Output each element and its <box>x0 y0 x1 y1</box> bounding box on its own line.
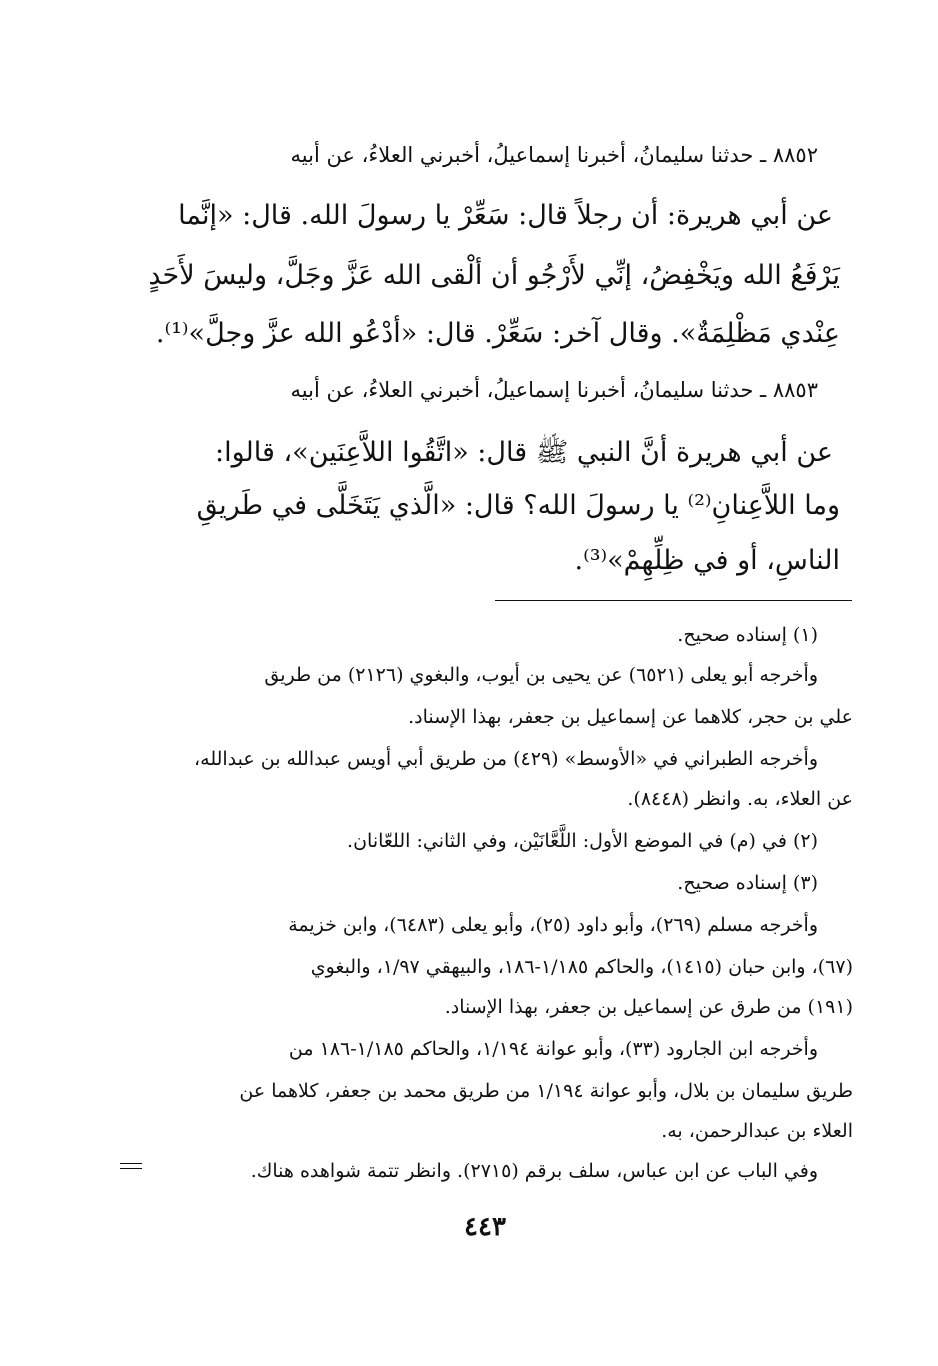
footnote-line: وأخرجه ابن الجارود (٣٣)، وأبو عوانة ١/١٩٤، والحاكم ١/١٨٥-١٨٦ من <box>288 1038 818 1060</box>
hadith-8853-text-line: وما اللاَّعِنانِ⁽²⁾ يا رسولَ الله؟ قال: «الَّذي يَتَخَلَّى في طَريقِ <box>196 490 840 521</box>
footnote-line: وفي الباب عن ابن عباس، سلف برقم (٢٧١٥). وانظر تتمة شواهده هناك. <box>250 1160 818 1182</box>
footnote-line: العلاء بن عبدالرحمن، به. <box>661 1120 853 1142</box>
hadith-8853-text-line: عن أبي هريرة أنَّ النبي ﷺ قال: «اتَّقُوا اللاَّعِنَين»، قالوا: <box>214 437 833 468</box>
footnote-line: (١) إسناده صحيح. <box>677 624 818 646</box>
continuation-mark <box>120 1163 142 1173</box>
footnote-line: طريق سليمان بن بلال، وأبو عوانة ١/١٩٤ من طريق محمد بن جعفر، كلاهما عن <box>239 1080 853 1102</box>
page-number: ٤٤٣ <box>464 1212 506 1242</box>
hadith-8853-text-line: الناسِ، أو في ظِلِّهِمْ»⁽³⁾. <box>574 545 840 576</box>
hadith-8852-text-line: عن أبي هريرة: أن رجلاً قال: سَعِّرْ يا رسولَ الله. قال: «إنَّما <box>178 200 833 231</box>
footnote-line: علي بن حجر، كلاهما عن إسماعيل بن جعفر، بهذا الإسناد. <box>408 706 853 728</box>
footnote-line: (٢) في (م) في الموضع الأول: اللَّعَّانَيْن، وفي الثاني: اللعّانان. <box>347 830 818 852</box>
footnote-line: (١٩١) من طرق عن إسماعيل بن جعفر، بهذا الإسناد. <box>444 996 853 1018</box>
footnote-line: وأخرجه مسلم (٢٦٩)، وأبو داود (٢٥)، وأبو يعلى (٦٤٨٣)، وابن خزيمة <box>288 914 818 936</box>
footnote-line: (٦٧)، وابن حبان (١٤١٥)، والحاكم ١/١٨٥-١٨٦، والبيهقي ١/٩٧، والبغوي <box>310 956 853 978</box>
hadith-8852-text-line: يَرْفَعُ الله ويَخْفِضُ، إنِّي لأَرْجُو أن ألْقى الله عَزَّ وجَلَّ، وليسَ لأَحَدٍ <box>148 260 840 291</box>
footnote-line: (٣) إسناده صحيح. <box>677 872 818 894</box>
hadith-8852-header-line: ٨٨٥٢ ـ حدثنا سليمانُ، أخبرنا إسماعيلُ، أخبرني العلاءُ، عن أبيه <box>290 143 818 167</box>
footnote-line: وأخرجه أبو يعلى (٦٥٢١) عن يحيى بن أيوب، والبغوي (٢١٢٦) من طريق <box>264 664 818 686</box>
footnote-line: وأخرجه الطبراني في «الأوسط» (٤٢٩) من طريق أبي أويس عبدالله بن عبدالله، <box>194 748 818 770</box>
hadith-8853-header-line: ٨٨٥٣ ـ حدثنا سليمانُ، أخبرنا إسماعيلُ، أخبرني العلاءُ، عن أبيه <box>290 378 818 402</box>
hadith-8852-text-line: عِنْدي مَظْلِمَةٌ». وقال آخر: سَعِّرْ. قال: «أدْعُو الله عزَّ وجلَّ»⁽¹⁾. <box>155 318 840 349</box>
footnote-line: عن العلاء، به. وانظر (٨٤٤٨). <box>627 788 853 810</box>
